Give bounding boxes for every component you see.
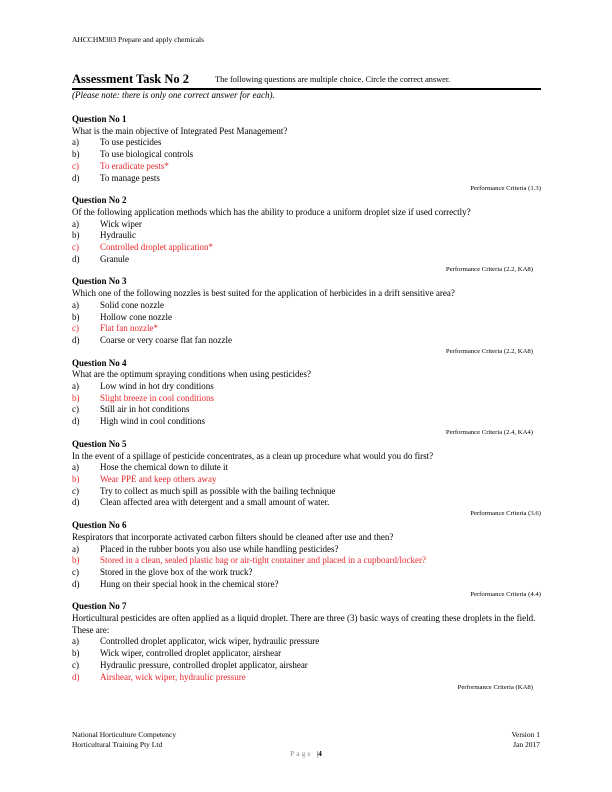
question-title: Question No 7 [72,601,127,612]
option-a[interactable] [72,219,541,231]
performance-criteria: Performance Criteria (3.6) [470,510,541,518]
question-text: Respirators that incorporate activated carbon filters should be cleaned after use and then? [72,531,394,542]
option-letter: a) [72,137,79,148]
option-d[interactable] [72,579,541,591]
option-text: Stored in the glove box of the work truck? [100,566,253,577]
option-letter: d) [72,334,80,345]
option-text: Controlled droplet application* [100,242,213,253]
question-text: Of the following application methods which has the ability to produce a uniform droplet size if used correctly? [72,206,471,217]
option-c[interactable] [72,660,541,672]
option-text: Hollow cone nozzle [100,311,172,322]
performance-criteria: Performance Criteria (1.3) [470,185,541,193]
option-text: To eradicate pests* [100,160,169,171]
option-letter: d) [72,416,80,427]
question-6 [72,520,541,600]
option-text: Try to collect as much spill as possible with the bailing technique [100,485,336,496]
task-title: Assessment Task No 2 [72,72,190,86]
option-text: Placed in the rubber boots you also use while handling pesticides? [100,543,339,554]
option-text: Coarse or very coarse flat fan nozzle [100,334,232,345]
question-title: Question No 3 [72,276,127,287]
option-text: Flat fan nozzle* [100,323,158,334]
option-b[interactable] [72,230,541,242]
option-letter: a) [72,218,79,229]
option-text: Hose the chemical down to dilute it [100,462,228,473]
option-d[interactable] [72,254,541,266]
option-d-correct[interactable] [72,672,541,684]
page-header: AHCCHM303 Prepare and apply chemicals [72,35,205,44]
page-separator: | [316,749,319,758]
performance-criteria: Performance Criteria (4.4) [470,591,541,599]
question-1 [72,114,541,194]
option-a[interactable] [72,544,541,556]
option-letter: c) [72,404,79,415]
option-letter: b) [72,555,80,566]
question-text: In the event of a spillage of pesticide concentrates, as a clean up procedure what would you do first? [72,450,434,461]
option-a[interactable] [72,381,541,393]
option-a[interactable] [72,300,541,312]
option-letter: d) [72,497,80,508]
option-letter: a) [72,543,79,554]
question-7 [72,601,541,693]
question-title: Question No 1 [72,114,127,124]
option-text: Granule [100,253,129,264]
option-letter: b) [72,311,80,322]
option-text: Solid cone nozzle [100,299,164,310]
option-letter: c) [72,242,79,253]
option-letter: b) [72,392,80,403]
footer-version-text: Version 1 [511,730,540,739]
option-letter: a) [72,299,79,310]
question-5 [72,439,541,519]
option-letter: d) [72,253,80,264]
option-text: Slight breeze in cool conditions [100,392,214,403]
option-text: To use biological controls [100,149,194,160]
footer-org-line1: National Horticulture Competency [72,730,177,739]
performance-criteria: Performance Criteria (2.2, KA8) [445,266,533,274]
option-b[interactable] [72,648,541,660]
option-b-correct[interactable] [72,393,541,405]
page-number [0,749,612,758]
question-title: Question No 5 [72,438,127,449]
performance-criteria: Performance Criteria (2.2, KA8) [445,347,533,355]
option-a[interactable] [72,636,541,648]
option-text: Airshear, wick wiper, hydraulic pressure [100,671,246,682]
question-text: What are the optimum spraying conditions when using pesticides? [72,369,311,380]
question-title: Question No 6 [72,520,127,531]
option-c[interactable] [72,486,541,498]
option-letter: c) [72,566,79,577]
option-text: Controlled droplet applicator, wick wiper, hydraulic pressure [100,636,320,647]
question-text: What is the main objective of Integrated Pest Management? [72,125,288,136]
option-letter: d) [72,671,80,682]
performance-criteria: Performance Criteria (2.4, KA4) [445,428,533,436]
task-note [72,90,275,100]
performance-criteria: Performance Criteria (KA8) [457,684,533,692]
option-text: To manage pests [100,172,160,183]
option-c-correct[interactable] [72,242,541,254]
option-letter: c) [72,659,79,670]
option-c-correct[interactable] [72,161,541,173]
page-number-value: 4 [318,749,322,758]
task-intro: The following questions are multiple choice. Circle the correct answer. [215,75,451,84]
option-text: Stored in a clean, sealed plastic bag or air-tight container and placed in a cupboard/locker? [100,555,426,566]
option-text: Clean affected area with detergent and a small amount of water. [100,497,330,508]
option-text: Still air in hot conditions [100,404,190,415]
option-letter: c) [72,485,79,496]
question-title: Question No 2 [72,195,127,206]
option-letter: b) [72,473,80,484]
footer-version [511,730,540,749]
option-letter: a) [72,381,79,392]
option-b[interactable] [72,149,541,161]
option-letter: a) [72,636,79,647]
option-letter: b) [72,149,80,160]
option-d[interactable] [72,335,541,347]
option-text: Low wind in hot dry conditions [100,381,214,392]
option-letter: b) [72,230,80,241]
option-c[interactable] [72,567,541,579]
question-text: Which one of the following nozzles is best suited for the application of herbicides in a drift sensitive area? [72,288,455,299]
option-text: Hung on their special hook in the chemical store? [100,578,279,589]
option-text: Wick wiper [100,218,142,229]
option-d[interactable] [72,173,541,185]
question-2 [72,195,541,275]
page-word: Page [290,749,313,758]
option-letter: c) [72,160,79,171]
task-note-text: (Please note: there is only one correct answer for each). [72,90,275,100]
option-letter: a) [72,462,79,473]
option-b-correct[interactable] [72,474,541,486]
option-d[interactable] [72,497,541,509]
footer-date: Jan 2017 [513,739,540,749]
option-d[interactable] [72,416,541,428]
option-b-correct[interactable] [72,555,541,567]
option-c[interactable] [72,404,541,416]
option-text: Wick wiper, controlled droplet applicator, airshear [100,648,282,659]
option-letter: b) [72,648,80,659]
option-letter: d) [72,578,80,589]
option-c-correct[interactable] [72,323,541,335]
question-4 [72,358,541,438]
option-text: To use pesticides [100,137,162,148]
option-a[interactable] [72,137,541,149]
option-text: High wind in cool conditions [100,416,205,427]
footer-organisation [72,730,176,749]
option-a[interactable] [72,462,541,474]
option-text: Hydraulic pressure, controlled droplet applicator, airshear [100,659,308,670]
footer-org-line2: Horticultural Training Pty Ltd [72,739,163,749]
question-title: Question No 4 [72,357,127,368]
question-list [72,114,541,694]
option-b[interactable] [72,312,541,324]
task-heading [72,72,541,90]
option-text: Hydraulic [100,230,136,241]
option-text: Wear PPE and keep others away [100,473,217,484]
option-letter: d) [72,172,80,183]
question-text: Horticultural pesticides are often applied as a liquid droplet. There are three (3) basic ways of creating these droplets in the field. These are: [72,613,536,635]
option-letter: c) [72,323,79,334]
question-3 [72,276,541,356]
